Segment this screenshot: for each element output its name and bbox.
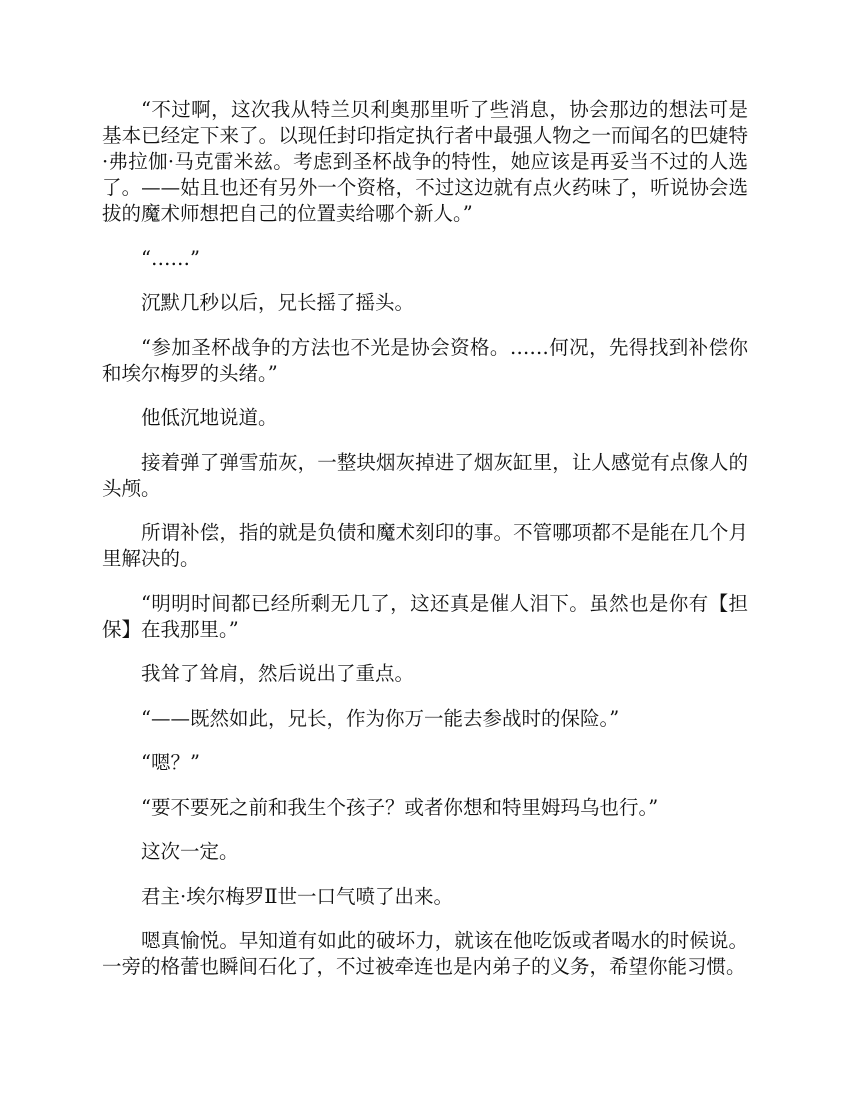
paragraph: 接着弹了弹雪茄灰，一整块烟灰掉进了烟灰缸里，让人感觉有点像人的头颅。 <box>102 450 748 500</box>
paragraph: “嗯？” <box>141 751 200 774</box>
paragraph: 沉默几秒以后，兄长摇了摇头。 <box>141 291 415 314</box>
paragraph: 他低沉地说道。 <box>141 406 278 429</box>
paragraph: 君主·埃尔梅罗Ⅱ世一口气喷了出来。 <box>141 884 453 908</box>
document-page <box>102 97 748 999</box>
paragraph: “……” <box>141 246 200 270</box>
paragraph: “明明时间都已经所剩无几了，这还真是催人泪下。虽然也是你有【担保】在我那里。” <box>102 591 748 641</box>
paragraph: “要不要死之前和我生个孩子？或者你想和特里姆玛乌也行。” <box>141 795 659 819</box>
paragraph: 嗯真愉悦。早知道有如此的破坏力，就该在他吃饭或者喝水的时候说。一旁的格蕾也瞬间石化了，不过被牵连也是内弟子的义务，希望你能习惯。 <box>102 929 748 978</box>
paragraph: 所谓补偿，指的就是负债和魔术刻印的事。不管哪项都不是能在几个月里解决的。 <box>102 521 748 570</box>
paragraph: “不过啊，这次我从特兰贝利奥那里听了些消息，协会那边的想法可是基本已经定下来了。以现任封印指定执行者中最强人物之一而闻名的巴婕特·弗拉伽·马克雷米兹。考虑到圣杯战争的特性，她应该是再妥当不过的人选了。——姑且也还有另外一个资格，不过这边就有点火药味了，听说协会选拔的魔术师想把自己的位置卖给哪个新人。” <box>102 98 748 225</box>
paragraph: 这次一定。 <box>141 840 239 863</box>
paragraph: “参加圣杯战争的方法也不光是协会资格。……何况，先得找到补偿你和埃尔梅罗的头绪。” <box>102 335 748 385</box>
paragraph: 我耸了耸肩，然后说出了重点。 <box>141 662 415 685</box>
paragraph: “——既然如此，兄长，作为你万一能去参战时的保险。” <box>141 706 620 730</box>
